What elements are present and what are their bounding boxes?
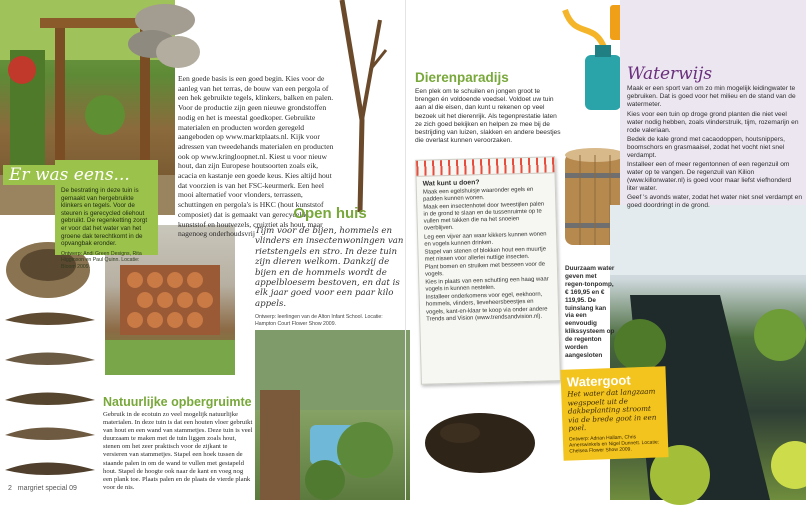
- watergoot-box: [560, 366, 668, 460]
- notepad-item: Maak een insectenhotel door tweestijlen palen in de grond te slaan en de tussenruimte op te vullen met takken die na het snoeien overblijven.: [423, 201, 545, 233]
- stones-photo: [120, 0, 210, 80]
- page-spine: [405, 0, 406, 500]
- notepad: [415, 156, 561, 385]
- natuurlijke-title: Natuurlijke opbergruimte: [103, 395, 252, 409]
- dierenparadijs-text: Een plek om te schuilen en jongen groot te brengen én voldoende voedsel. Voldoet uw tuin aan al die eisen, dan kunt u rekenen op veel bezoek uit het dierenrijk. Als tegenprestatie laten ze zich goed bekijken en helpen ze mee bij de bestrijding van luizen, slakken en andere beestjes die overlast kunnen veroorzaken.: [415, 88, 561, 145]
- notepad-item: Kies in plaats van een schutting een haag waar vogels in kunnen nestelen.: [425, 276, 549, 293]
- brand-name: margriet: [17, 485, 44, 492]
- waterwijs-box: [627, 64, 803, 210]
- er-was-eens-title: Er was eens...: [3, 165, 136, 185]
- natuurlijke-box: [103, 395, 253, 491]
- branch-illustration: [330, 0, 390, 215]
- waterwijs-intro: Maak er een sport van om zo min mogelijk leidingwater te gebruiken. Dat is goed voor het milieu en de stand van de watermeter.: [627, 85, 796, 108]
- notepad-title: Wat kunt u doen?: [422, 179, 480, 188]
- open-huis-credit: Ontwerp: leerlingen van de Alton Infant School. Locatie: Hampton Court Flower Show 2009.: [255, 314, 383, 327]
- open-huis-quote: Tijm voor de bijen, hommels en vlinders en insectenwoningen van rietstengels en stro. In deze tuin zijn dieren welkom. Dankzij de bijen en de hommels wordt de appelbloesem bestoven, en dat is elk jaar goed voor een paar kilo appels.: [255, 226, 404, 309]
- dierenparadijs-title: Dierenparadijs: [415, 70, 509, 85]
- notepad-item: Plant bomen en struiken met besseen voor de vogels.: [424, 261, 546, 278]
- garden-illustration: [255, 330, 410, 500]
- notepad-item: Stapel van stenen of blokken hout een muurtje met nissen voor allerlei nuttige insecten.: [424, 246, 547, 263]
- waterwijs-item: Bedek de kale grond met cacaodoppen, houtsnippers, boomschors en grasmaaisel, zodat het vocht niet snel verdampt.: [627, 136, 785, 159]
- dierenparadijs-box: [415, 70, 565, 145]
- feathers-illustration: [0, 300, 110, 480]
- waterwijs-item: Geef 's avonds water, zodat het water niet snel verdampt en goed doordringt in de grond.: [627, 194, 802, 209]
- waterwijs-title: Waterwijs: [627, 64, 713, 84]
- issue-label: special 09: [45, 485, 77, 492]
- soil-illustration: [420, 388, 540, 478]
- notepad-item: Leg een vijver aan waar kikkers kunnen wonen en vogels kunnen drinken.: [424, 231, 547, 248]
- waterwijs-list: [627, 111, 803, 210]
- waterwijs-item: Kies voor een tuin op droge grond planten die niet veel water nodig hebben, zoals vlinderstruik, tijm, rozemarijn en rode valeriaan.: [627, 111, 799, 134]
- page-number: 2: [8, 485, 12, 492]
- page-footer: [8, 485, 77, 492]
- er-was-eens-text: De bestrating in deze tuin is gemaakt van hergebruikte klinkers en tegels. Voor de steuren is gerecycled oliehout gebruikt. De regenketting zorgt er voor dat het water van het groene dak terechtkomt in de opvangbak eronder.: [61, 187, 148, 248]
- open-huis-box: [255, 205, 405, 327]
- intro-text: Een goede basis is een goed begin. Kies voor de aanleg van het terras, de bouw van een pergola of een hek gebruikte tegels, klinkers, balken en palen. Voor de productie zijn geen nieuwe grondstoffen nodig en het is meestal goedkoper. Gebruikte materialen en producten worden geregeld aangeboden op www.marktplaats.nl. Kijk voor adressen van tweedehands materialen en producten ook op www.kringloopnet.nl. Kiest u voor nieuw hout, dan zijn Europese houtsoorten zoals eik, acacia en kastanje een goede keus. Kies altijd hout dat voorzien is van het FSC-keurmerk. Een heel mooi alternatief voor vlonders, terrassen, schuttingen en pergola's is HKC (hout kunststof composiet) dat is gemaakt van gerecycelde kunststof en houtvezels, cruiztiet als hout, maar nagenoeg onderhoudsvrij: [178, 74, 334, 239]
- watergoot-credit: Ontwerp: Adrian Hallam, Chris Arnerswinkels en Nigel Dunnett. Locatie: Chelsea Flower Show 2009.: [568, 434, 660, 455]
- notepad-item: Maak een egelshuisje waaronder egels en padden kunnen wonen.: [422, 186, 534, 203]
- watergoot-quote: Het water dat langzaam wegspoelt uit de dakbeplanting stroomt via de brede goot in een poel.: [567, 386, 657, 433]
- natuurlijke-text: Gebruik in de ecotuin zo veel mogelijk natuurlijke materialen. In deze tuin is dat een houten vloer gebruikt van hout en een wand van stammetjes. Deze tuin is veel duurzaam te maken met de tuin liggen zoals hout, stenen om het zeer praktisch voor de zijkant te versieren van stammetjes. Stapel een hoek tussen de staande palen in om de wand te vullen met gestapeld hout. Stapel de hoogte ook naar de kant en voeg nog een plank toe. Plaats palen en de plaats de vierde plank voor de nis.: [103, 411, 253, 491]
- watergoot-title: Watergoot: [566, 372, 631, 390]
- open-huis-title: Open huis: [293, 205, 367, 222]
- notepad-list: [423, 186, 552, 323]
- waterwijs-item: Installeer een of meer regentonnen of een regenzuil om water op te vangen. De regenzuil van Kilion (www.killonwater.nl) is goed voor maar liefst viefhonderd liter water.: [627, 161, 792, 192]
- er-was-eens-credit: Ontwerp: Andi Green Designs, Rita Higginson en Paul Quinn. Locatie: Bloom 2009.: [61, 250, 142, 270]
- garden-photo: [255, 330, 410, 500]
- pump-caption: Duurzaam water geven met regen-tonpomp, € 169,95 en € 119,95. De tuinslang kan via een eenvoudig klikssysteem op de regenton worden aangesloten: [565, 265, 615, 359]
- notepad-item: Installeer onderkomens voor egel, eekhoorn, hommels, vlinders, lieveheersbeestjes en vogels, kant-en-klaar te koop via onder andere Trends and Vision (www.trendsandvision.nl).: [425, 291, 548, 323]
- stones-illustration: [120, 0, 210, 80]
- er-was-eens-box: [9, 160, 158, 270]
